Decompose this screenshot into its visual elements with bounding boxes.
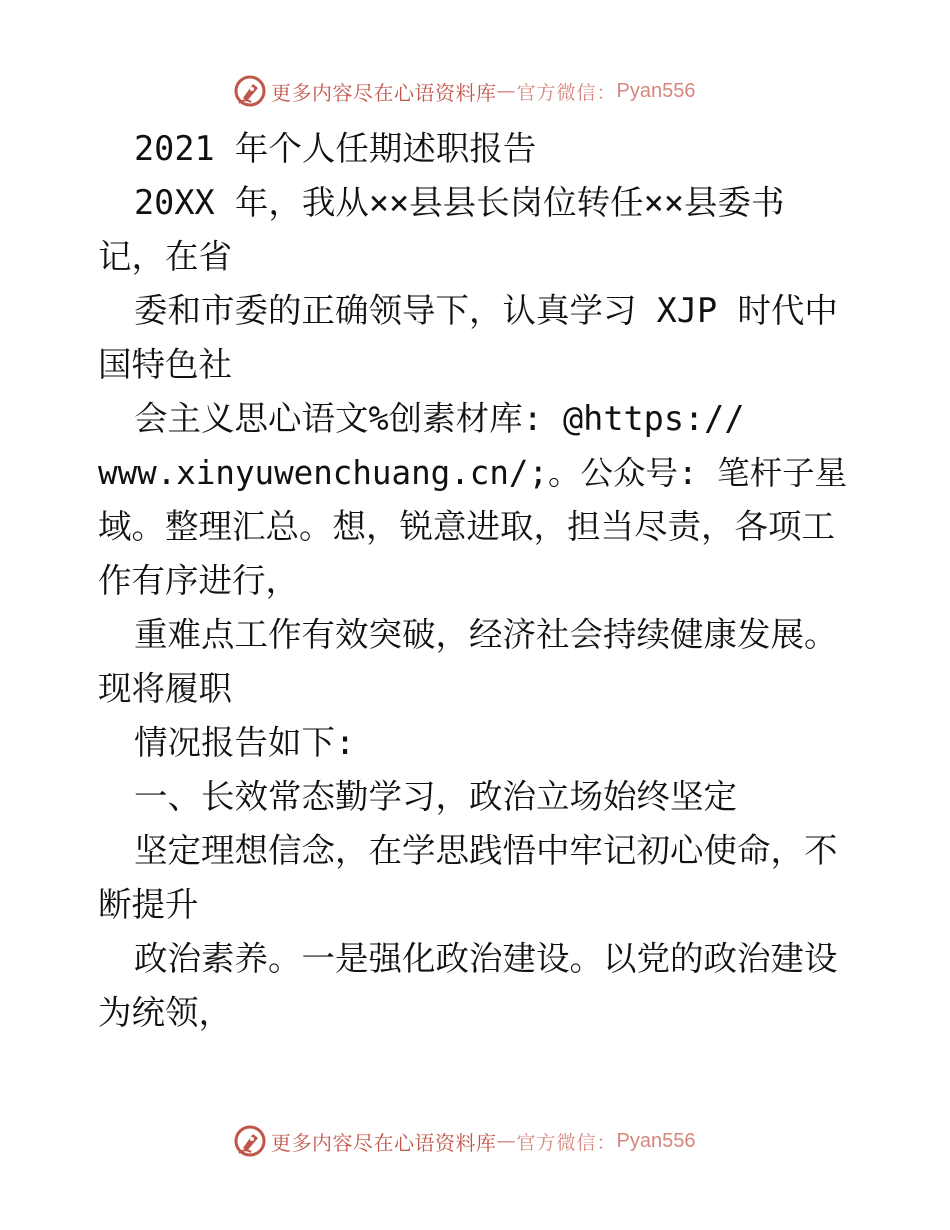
doc-line: 20XX 年，我从××县县长岗位转任××县委书 [134,183,785,222]
doc-line: 坚定理想信念，在学思践悟中牢记初心使命，不 [134,831,838,870]
doc-line: 情况报告如下: [134,723,356,762]
watermark-separator: — [496,1130,517,1152]
doc-line: 为统领， [98,993,232,1032]
doc-line: 会主义思心语文%创素材库: @https:// [134,399,745,438]
watermark-main-text: 更多内容尽在心语资料库 [271,80,497,105]
watermark-handle: Pyan556 [616,79,696,102]
doc-line: 记，在省 [98,237,232,276]
watermark-main-text: 更多内容尽在心语资料库 [271,1130,497,1155]
document-body [98,122,858,1040]
doc-line: 委和市委的正确领导下，认真学习 XJP 时代中 [134,291,838,330]
watermark-sub-text: 官方微信： [516,1131,617,1154]
doc-title: 2021 年个人任期述职报告 [134,129,537,168]
doc-line: 现将履职 [98,669,232,708]
doc-line: www.xinyuwenchuang.cn/;。公众号: 笔杆子星 [98,454,848,492]
doc-line: 域。整理汇总。想，锐意进取，担当尽责，各项工 [98,507,835,546]
section-heading: 一、长效常态勤学习，政治立场始终坚定 [134,777,737,816]
pen-nib-logo-icon [233,74,267,108]
watermark-separator: — [496,80,517,102]
doc-line: 重难点工作有效突破，经济社会持续健康发展。 [134,615,838,654]
doc-line: 断提升 [98,885,199,924]
watermark-banner-bottom [233,1123,695,1159]
watermark-banner-top [233,73,695,109]
watermark-sub-text: 官方微信： [516,81,617,104]
watermark-handle: Pyan556 [616,1129,696,1152]
pen-nib-logo-icon [233,1124,267,1158]
doc-line: 政治素养。一是强化政治建设。以党的政治建设 [134,939,838,978]
doc-line: 国特色社 [98,345,232,384]
doc-line: 作有序进行， [98,561,299,600]
